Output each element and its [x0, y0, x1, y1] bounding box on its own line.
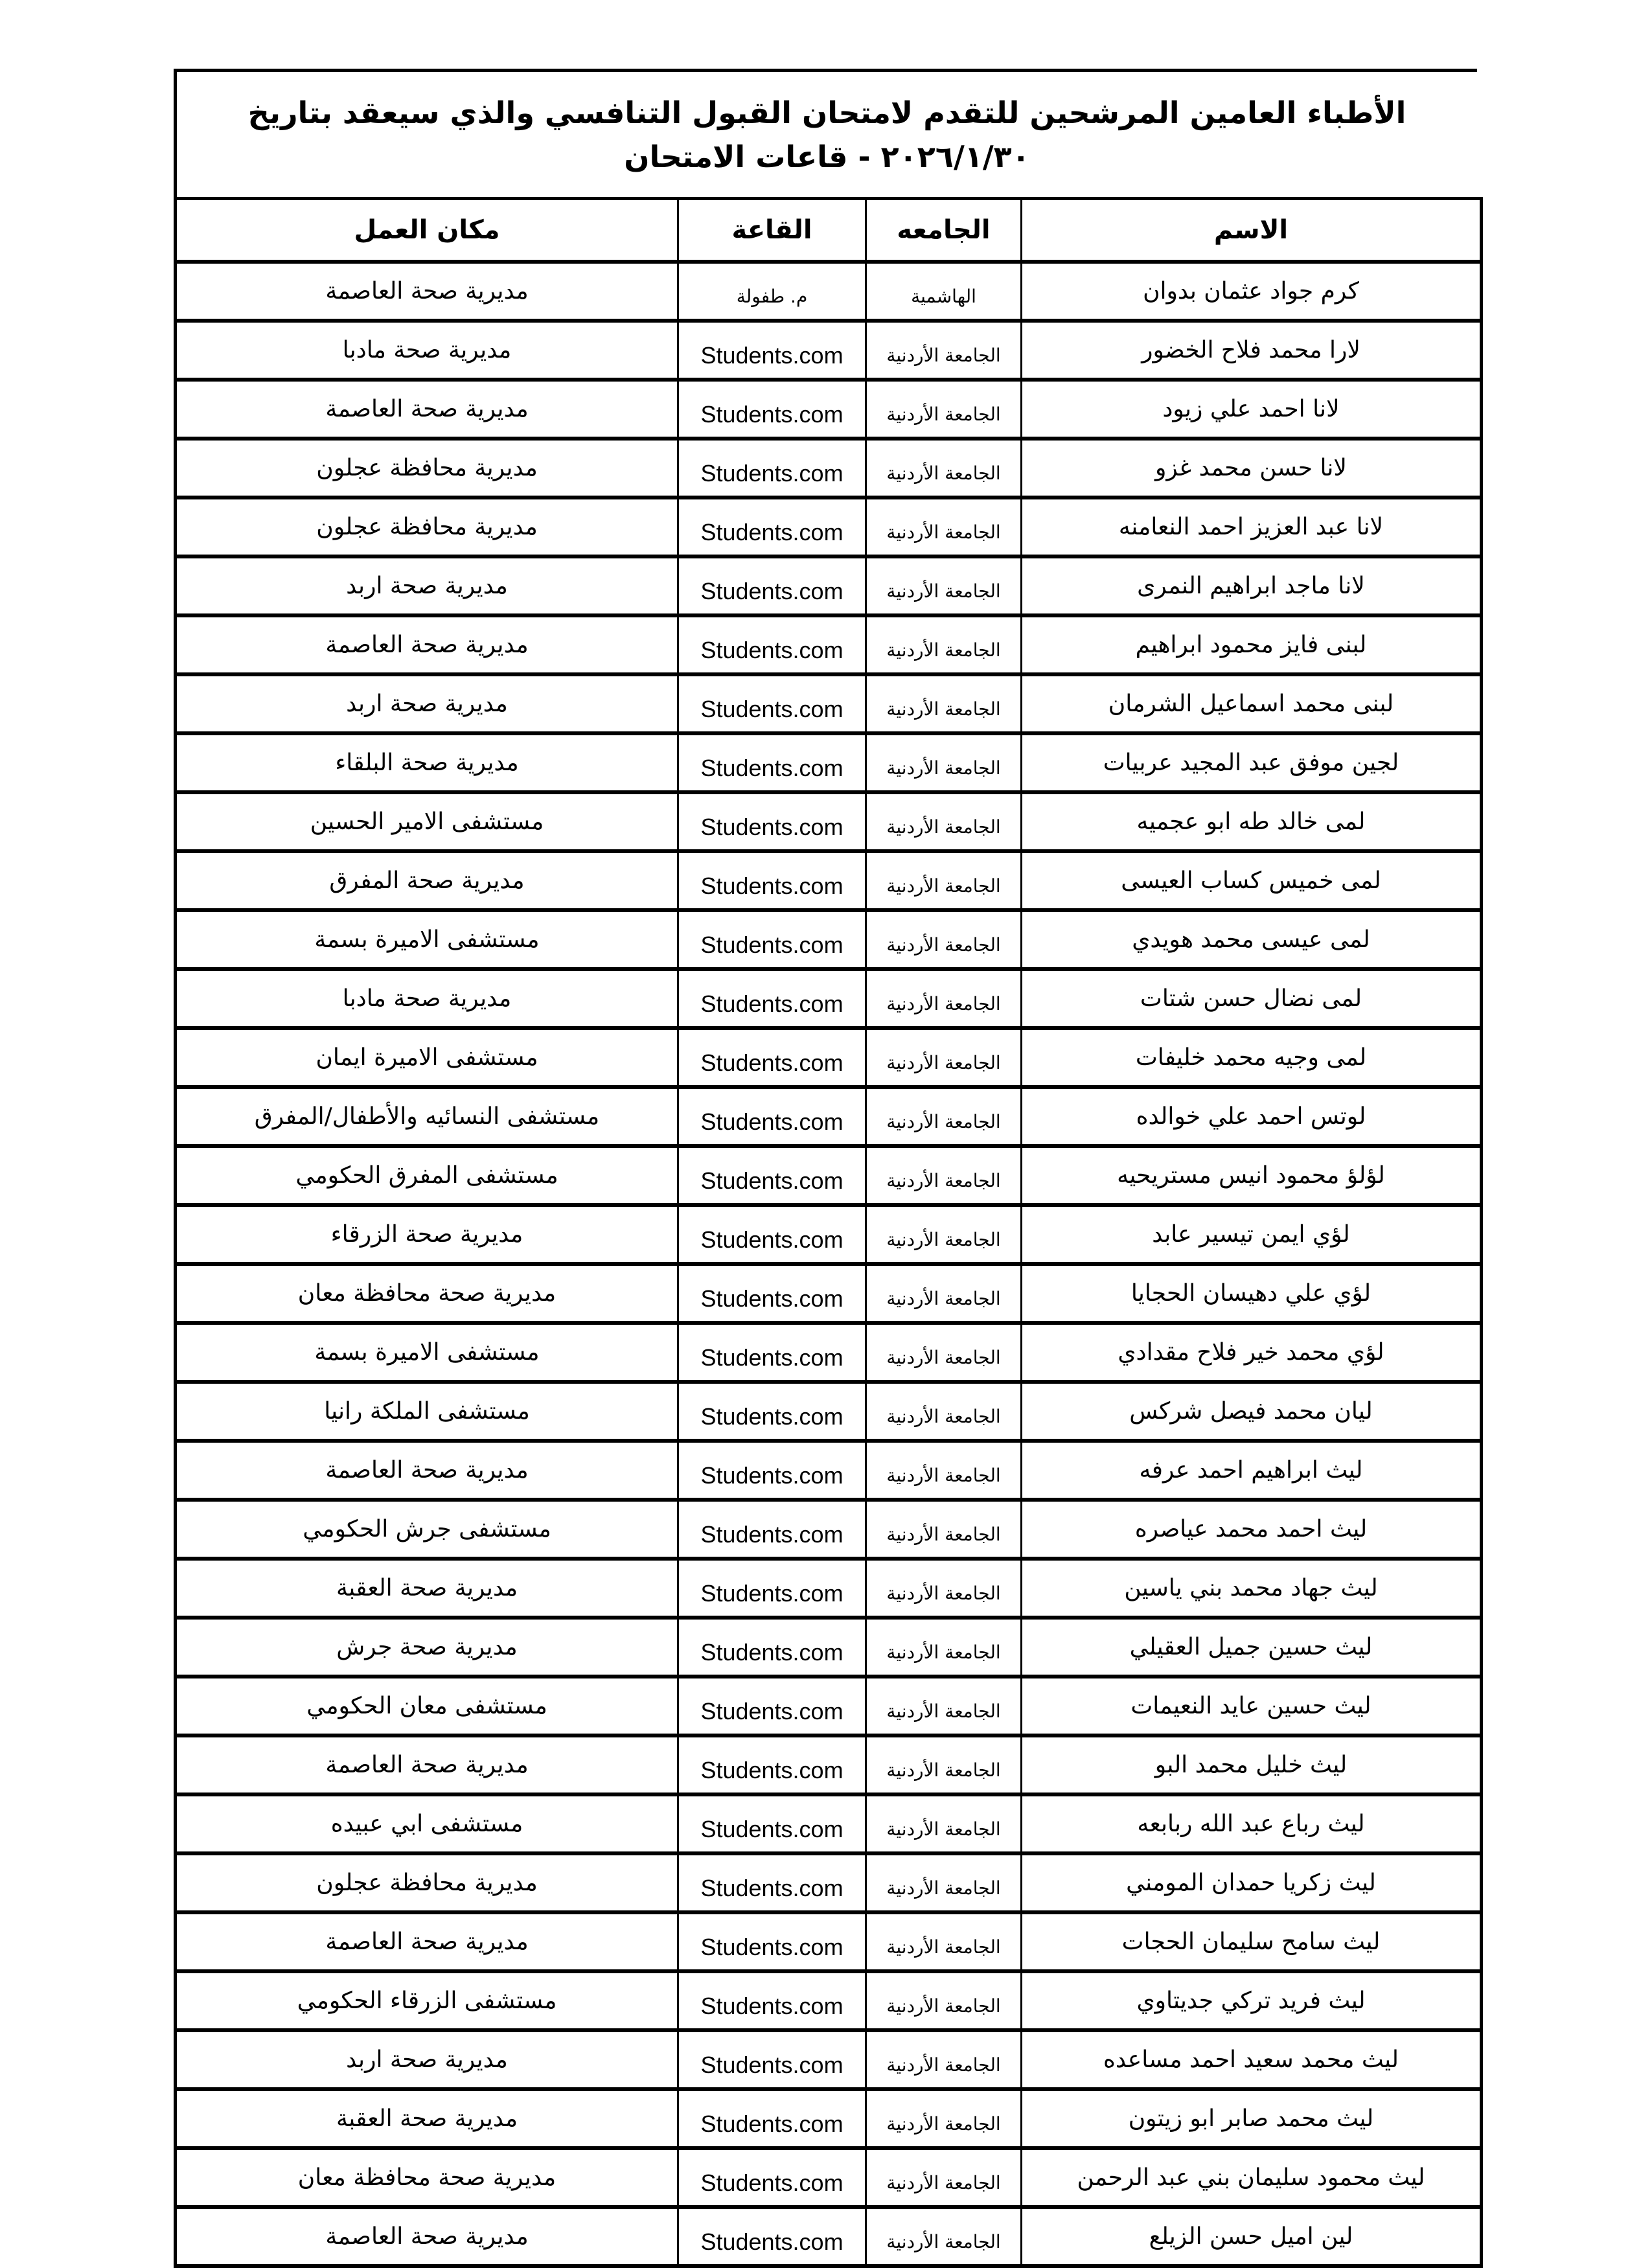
table-row	[176, 1794, 1482, 1853]
cell-hall: Students.com	[678, 1382, 866, 1441]
cell-name: لارا محمد فلاح الخضور	[1022, 321, 1482, 380]
cell-name: لؤي محمد خير فلاح مقدادي	[1022, 1323, 1482, 1382]
cell-name: لانا احمد علي زيود	[1022, 380, 1482, 439]
cell-workplace: مستشفى الاميرة بسمة	[176, 910, 678, 969]
cell-university: الجامعة الأردنية	[866, 1264, 1022, 1323]
cell-workplace: مستشفى الاميرة ايمان	[176, 1028, 678, 1087]
cell-hall: Students.com	[678, 1264, 866, 1323]
table-row	[176, 1323, 1482, 1382]
cell-workplace: مديرية صحة العاصمة	[176, 1735, 678, 1794]
cell-name: كرم جواد عثمان بدوان	[1022, 262, 1482, 321]
table-row	[176, 615, 1482, 674]
cell-university: الجامعة الأردنية	[866, 1912, 1022, 1971]
cell-workplace: مديرية صحة اربد	[176, 556, 678, 615]
table-row	[176, 2207, 1482, 2266]
table-row	[176, 1735, 1482, 1794]
cell-university: الجامعة الأردنية	[866, 1971, 1022, 2030]
cell-workplace: مديرية صحة مادبا	[176, 969, 678, 1028]
cell-university: الجامعة الأردنية	[866, 1794, 1022, 1853]
cell-university: الجامعة الأردنية	[866, 1146, 1022, 1205]
cell-name: ليث محمد صابر ابو زيتون	[1022, 2089, 1482, 2148]
cell-name: ليث ابراهيم احمد عرفه	[1022, 1441, 1482, 1500]
cell-university: الجامعة الأردنية	[866, 792, 1022, 851]
cell-workplace: مديرية صحة العاصمة	[176, 262, 678, 321]
cell-workplace: مديرية صحة المفرق	[176, 851, 678, 910]
cell-workplace: مديرية محافظة عجلون	[176, 439, 678, 498]
cell-hall: Students.com	[678, 1912, 866, 1971]
cell-hall: Students.com	[678, 2089, 866, 2148]
cell-university: الجامعة الأردنية	[866, 380, 1022, 439]
header-name: الاسم	[1022, 199, 1482, 262]
cell-university: الجامعة الأردنية	[866, 615, 1022, 674]
cell-university: الجامعة الأردنية	[866, 1677, 1022, 1735]
title-box	[174, 69, 1477, 197]
cell-hall: Students.com	[678, 380, 866, 439]
cell-hall: Students.com	[678, 733, 866, 792]
cell-university: الجامعة الأردنية	[866, 733, 1022, 792]
table-row	[176, 380, 1482, 439]
cell-name: ليث جهاد محمد بني ياسين	[1022, 1559, 1482, 1618]
cell-hall: Students.com	[678, 969, 866, 1028]
cell-university: الجامعة الأردنية	[866, 498, 1022, 556]
cell-university: الجامعة الأردنية	[866, 1382, 1022, 1441]
cell-name: لؤلؤ محمود انيس مستريحيه	[1022, 1146, 1482, 1205]
cell-name: لانا حسن محمد غزو	[1022, 439, 1482, 498]
cell-name: ليث سامح سليمان الحجات	[1022, 1912, 1482, 1971]
table-row	[176, 910, 1482, 969]
cell-name: لبنى فايز محمود ابراهيم	[1022, 615, 1482, 674]
cell-hall: Students.com	[678, 1735, 866, 1794]
cell-university: الجامعة الأردنية	[866, 851, 1022, 910]
cell-name: ليث خليل محمد البو	[1022, 1735, 1482, 1794]
cell-university: الجامعة الأردنية	[866, 1441, 1022, 1500]
table-row	[176, 674, 1482, 733]
cell-name: ليث رباع عبد الله ربابعه	[1022, 1794, 1482, 1853]
table-row	[176, 556, 1482, 615]
table-row	[176, 1618, 1482, 1677]
cell-hall: م. طفولة	[678, 262, 866, 321]
cell-workplace: مستشفى الاميرة بسمة	[176, 1323, 678, 1382]
cell-hall: Students.com	[678, 1146, 866, 1205]
cell-workplace: مديرية صحة جرش	[176, 1618, 678, 1677]
cell-name: لمى خالد طه ابو عجميه	[1022, 792, 1482, 851]
cell-hall: Students.com	[678, 851, 866, 910]
header-row	[176, 199, 1482, 262]
cell-name: ليث محمد سعيد احمد مساعده	[1022, 2030, 1482, 2089]
cell-university: الجامعة الأردنية	[866, 1323, 1022, 1382]
cell-name: لمى وجيه محمد خليفات	[1022, 1028, 1482, 1087]
table-row	[176, 1028, 1482, 1087]
table-row	[176, 1677, 1482, 1735]
cell-hall: Students.com	[678, 1794, 866, 1853]
cell-workplace: مديرية صحة العقبة	[176, 1559, 678, 1618]
cell-workplace: مستشفى الامير الحسين	[176, 792, 678, 851]
cell-workplace: مديرية صحة البلقاء	[176, 733, 678, 792]
cell-university: الجامعة الأردنية	[866, 1205, 1022, 1264]
cell-university: الجامعة الأردنية	[866, 1853, 1022, 1912]
cell-hall: Students.com	[678, 674, 866, 733]
cell-workplace: مستشفى الملكة رانيا	[176, 1382, 678, 1441]
cell-name: ليث حسين جميل العقيلي	[1022, 1618, 1482, 1677]
cell-hall: Students.com	[678, 1028, 866, 1087]
cell-workplace: مستشفى ابي عبيده	[176, 1794, 678, 1853]
cell-workplace: مديرية صحة اربد	[176, 2030, 678, 2089]
document-title: الأطباء العامين المرشحين للتقدم لامتحان القبول التنافسي والذي سيعقد بتاريخ ٢٠٢٦/١/٣٠ - قاعات الامتحان	[247, 95, 1406, 174]
table-row	[176, 1500, 1482, 1559]
cell-workplace: مستشفى معان الحكومي	[176, 1677, 678, 1735]
cell-name: ليث زكريا حمدان المومني	[1022, 1853, 1482, 1912]
cell-workplace: مديرية صحة محافظة معان	[176, 2148, 678, 2207]
cell-hall: Students.com	[678, 321, 866, 380]
cell-hall: Students.com	[678, 2148, 866, 2207]
cell-name: لانا عبد العزيز احمد النعامنه	[1022, 498, 1482, 556]
cell-workplace: مديرية محافظة عجلون	[176, 498, 678, 556]
table-row	[176, 2148, 1482, 2207]
cell-hall: Students.com	[678, 1323, 866, 1382]
header-university: الجامعه	[866, 199, 1022, 262]
cell-name: لين اميل حسن الزيلع	[1022, 2207, 1482, 2266]
cell-name: لانا ماجد ابراهيم النمرى	[1022, 556, 1482, 615]
table-row	[176, 262, 1482, 321]
cell-university: الجامعة الأردنية	[866, 674, 1022, 733]
cell-university: الجامعة الأردنية	[866, 2207, 1022, 2266]
cell-workplace: مديرية صحة العاصمة	[176, 615, 678, 674]
cell-university: الجامعة الأردنية	[866, 1087, 1022, 1146]
table-row	[176, 1382, 1482, 1441]
cell-hall: Students.com	[678, 792, 866, 851]
header-workplace: مكان العمل	[176, 199, 678, 262]
cell-hall: Students.com	[678, 910, 866, 969]
cell-name: ليث حسين عايد النعيمات	[1022, 1677, 1482, 1735]
cell-hall: Students.com	[678, 1677, 866, 1735]
cell-hall: Students.com	[678, 615, 866, 674]
cell-university: الجامعة الأردنية	[866, 2148, 1022, 2207]
table-row	[176, 1912, 1482, 1971]
cell-university: الجامعة الأردنية	[866, 1559, 1022, 1618]
cell-hall: Students.com	[678, 439, 866, 498]
cell-workplace: مديرية صحة اربد	[176, 674, 678, 733]
cell-hall: Students.com	[678, 2207, 866, 2266]
cell-university: الجامعة الأردنية	[866, 1500, 1022, 1559]
table-row	[176, 851, 1482, 910]
cell-name: لمى نضال حسن شتات	[1022, 969, 1482, 1028]
cell-university: الجامعة الأردنية	[866, 910, 1022, 969]
cell-workplace: مديرية صحة العاصمة	[176, 2207, 678, 2266]
cell-hall: Students.com	[678, 1971, 866, 2030]
cell-university: الجامعة الأردنية	[866, 1735, 1022, 1794]
cell-hall: Students.com	[678, 1205, 866, 1264]
cell-name: لوتس احمد علي خوالده	[1022, 1087, 1482, 1146]
cell-university: الجامعة الأردنية	[866, 969, 1022, 1028]
cell-workplace: مديرية صحة العاصمة	[176, 1912, 678, 1971]
cell-workplace: مديرية صحة مادبا	[176, 321, 678, 380]
table-row	[176, 969, 1482, 1028]
cell-university: الهاشمية	[866, 262, 1022, 321]
table-row	[176, 733, 1482, 792]
table-row	[176, 2030, 1482, 2089]
cell-name: ليث محمود سليمان بني عبد الرحمن	[1022, 2148, 1482, 2207]
cell-workplace: مديرية صحة العاصمة	[176, 1441, 678, 1500]
cell-university: الجامعة الأردنية	[866, 556, 1022, 615]
table-row	[176, 321, 1482, 380]
cell-name: لبنى محمد اسماعيل الشرمان	[1022, 674, 1482, 733]
cell-hall: Students.com	[678, 1087, 866, 1146]
table-row	[176, 1441, 1482, 1500]
table-row	[176, 792, 1482, 851]
header-hall: القاعة	[678, 199, 866, 262]
table-row	[176, 1146, 1482, 1205]
cell-name: ليان محمد فيصل شركس	[1022, 1382, 1482, 1441]
cell-workplace: مستشفى جرش الحكومي	[176, 1500, 678, 1559]
cell-workplace: مديرية صحة الزرقاء	[176, 1205, 678, 1264]
cell-hall: Students.com	[678, 1853, 866, 1912]
cell-name: ليث فريد تركي جديتاوي	[1022, 1971, 1482, 2030]
cell-hall: Students.com	[678, 556, 866, 615]
cell-name: لجين موفق عبد المجيد عربيات	[1022, 733, 1482, 792]
table-row	[176, 1559, 1482, 1618]
table-row	[176, 498, 1482, 556]
cell-workplace: مستشفى النسائيه والأطفال/المفرق	[176, 1087, 678, 1146]
cell-name: ليث احمد محمد عياصره	[1022, 1500, 1482, 1559]
cell-name: لؤي علي دهيسان الحجايا	[1022, 1264, 1482, 1323]
cell-university: الجامعة الأردنية	[866, 439, 1022, 498]
table-row	[176, 1205, 1482, 1264]
table-row	[176, 439, 1482, 498]
table-row	[176, 1087, 1482, 1146]
cell-workplace: مديرية صحة العقبة	[176, 2089, 678, 2148]
table-body	[176, 262, 1482, 2266]
table-row	[176, 1971, 1482, 2030]
cell-university: الجامعة الأردنية	[866, 2030, 1022, 2089]
cell-name: لمى عيسى محمد هويدي	[1022, 910, 1482, 969]
cell-hall: Students.com	[678, 1500, 866, 1559]
cell-hall: Students.com	[678, 498, 866, 556]
cell-workplace: مديرية صحة العاصمة	[176, 380, 678, 439]
cell-workplace: مديرية محافظة عجلون	[176, 1853, 678, 1912]
cell-hall: Students.com	[678, 1559, 866, 1618]
cell-name: لؤي ايمن تيسير عابد	[1022, 1205, 1482, 1264]
cell-university: الجامعة الأردنية	[866, 1028, 1022, 1087]
cell-university: الجامعة الأردنية	[866, 1618, 1022, 1677]
candidates-table	[174, 197, 1483, 2268]
cell-hall: Students.com	[678, 1441, 866, 1500]
cell-name: لمى خميس كساب العيسى	[1022, 851, 1482, 910]
table-row	[176, 1853, 1482, 1912]
cell-hall: Students.com	[678, 1618, 866, 1677]
cell-workplace: مديرية صحة محافظة معان	[176, 1264, 678, 1323]
cell-workplace: مستشفى المفرق الحكومي	[176, 1146, 678, 1205]
cell-workplace: مستشفى الزرقاء الحكومي	[176, 1971, 678, 2030]
cell-university: الجامعة الأردنية	[866, 2089, 1022, 2148]
cell-university: الجامعة الأردنية	[866, 321, 1022, 380]
cell-hall: Students.com	[678, 2030, 866, 2089]
table-row	[176, 2089, 1482, 2148]
table-row	[176, 1264, 1482, 1323]
